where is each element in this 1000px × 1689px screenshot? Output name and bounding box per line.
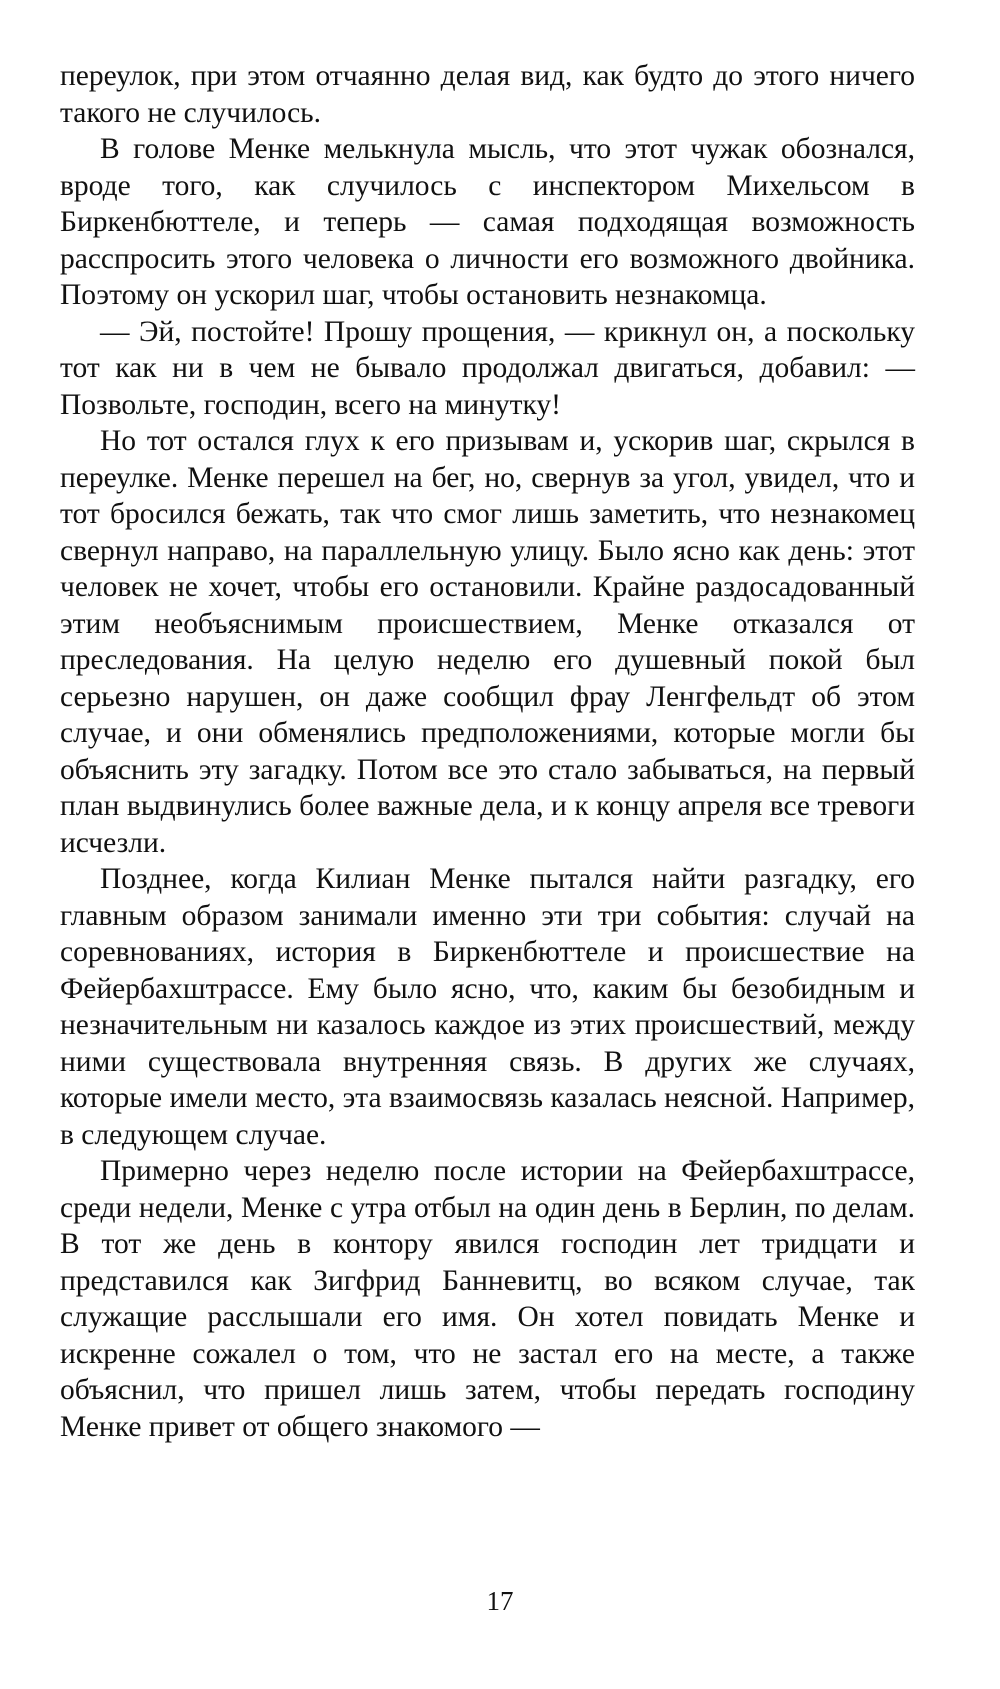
paragraph-2: В голове Менке мелькнула мысль, что этот чужак обознался, вроде того, как случилось с инспектором Михельсом в Биркенбюттеле, и теперь — самая подходящая возможность расспросить этого человека о личности его возможного двойника. Поэтому он ускорил шаг, чтобы остановить незнакомца. xyxy=(60,133,915,311)
paragraph-5: Позднее, когда Килиан Менке пытался найти разгадку, его главным образом занимали именно эти три события: случай на соревнованиях, история в Биркенбюттеле и происшествие на Фейербахштрассе. Ему было ясно, что, каким бы безобидным и незначительным ни казалось каждое из этих происшествий, между ними существовала внутренняя связь. В других же случаях, которые имели место, эта взаимосвязь казалась неясной. Например, в следующем случае. xyxy=(60,863,915,1151)
paragraph-4: Но тот остался глух к его призывам и, ускорив шаг, скрылся в переулке. Менке перешел на бег, но, свернув за угол, увидел, что и тот бросился бежать, так что смог лишь заметить, что незнакомец свернул направо, на параллельную улицу. Было ясно как день: этот человек не хочет, чтобы его остановили. Крайне раздосадованный этим необъяснимым происшествием, Менке отказался от преследования. На целую неделю его душевный покой был серьезно нарушен, он даже сообщил фрау Ленгфельдт об этом случае, и они обменялись предположениями, которые могли бы объяснить эту загадку. Потом все это стало забываться, на первый план выдвинулись более важные дела, и к концу апреля все тревоги исчезли. xyxy=(60,425,915,859)
page-number: 17 xyxy=(486,1586,514,1616)
page-text xyxy=(60,58,915,1445)
paragraph-6: Примерно через неделю после истории на Фейербахштрассе, среди недели, Менке с утра отбыл на один день в Берлин, по делам. В тот же день в контору явился господин лет тридцати и представился как Зигфрид Банневитц, во всяком случае, так служащие расслышали его имя. Он хотел повидать Менке и искренне сожалел о том, что не застал его на месте, а также объяснил, что пришел лишь затем, чтобы передать господину Менке привет от общего знакомого — xyxy=(60,1155,915,1443)
paragraph-3: — Эй, постойте! Прошу прощения, — крикнул он, а поскольку тот как ни в чем не бывало продолжал двигаться, добавил: — Позвольте, господин, всего на минутку! xyxy=(60,315,915,421)
paragraph-1: переулок, при этом отчаянно делая вид, как будто до этого ничего такого не случилось. xyxy=(60,60,915,129)
